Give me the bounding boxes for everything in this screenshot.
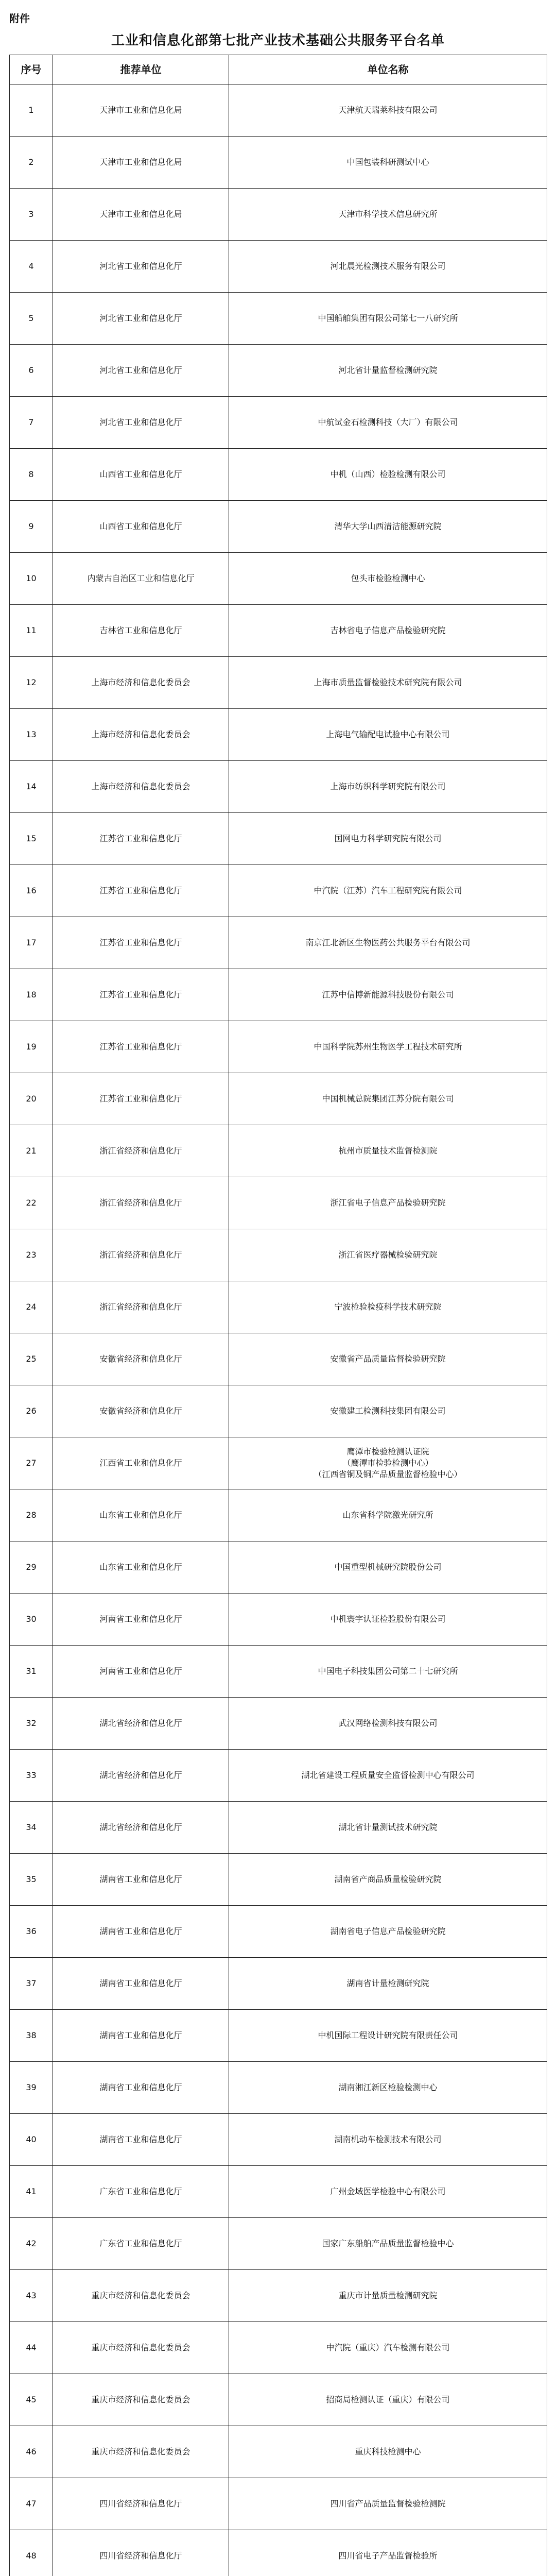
row-index: 14 xyxy=(10,761,53,813)
table-row xyxy=(10,137,547,189)
row-recommender: 浙江省经济和信息化厅 xyxy=(53,1177,229,1229)
row-index: 29 xyxy=(10,1541,53,1594)
row-recommender: 湖南省工业和信息化厅 xyxy=(53,2062,229,2114)
table-row xyxy=(10,1802,547,1854)
attachment-label: 附件 xyxy=(9,12,30,25)
row-index: 23 xyxy=(10,1229,53,1281)
table-row xyxy=(10,1698,547,1750)
row-index: 36 xyxy=(10,1906,53,1958)
row-index: 31 xyxy=(10,1646,53,1698)
table-row xyxy=(10,709,547,761)
row-unit-name: 中国包装科研测试中心 xyxy=(229,137,547,189)
row-recommender: 河北省工业和信息化厅 xyxy=(53,241,229,293)
row-recommender: 江苏省工业和信息化厅 xyxy=(53,865,229,917)
row-unit-name: 安徽省产品质量监督检验研究院 xyxy=(229,1333,547,1385)
table-row xyxy=(10,2010,547,2062)
column-header-index: 序号 xyxy=(10,55,53,84)
row-index: 10 xyxy=(10,553,53,605)
row-recommender: 上海市经济和信息化委员会 xyxy=(53,709,229,761)
row-unit-name: 四川省电子产品监督检验所 xyxy=(229,2530,547,2576)
table-row xyxy=(10,553,547,605)
row-recommender: 江苏省工业和信息化厅 xyxy=(53,1021,229,1073)
row-recommender: 重庆市经济和信息化委员会 xyxy=(53,2322,229,2374)
row-index: 9 xyxy=(10,501,53,553)
table-row xyxy=(10,1489,547,1541)
row-index: 17 xyxy=(10,917,53,969)
row-unit-name: 天津市科学技术信息研究所 xyxy=(229,189,547,241)
table-row xyxy=(10,2374,547,2426)
row-unit-name: 湖南机动车检测技术有限公司 xyxy=(229,2114,547,2166)
row-recommender: 河北省工业和信息化厅 xyxy=(53,397,229,449)
row-index: 27 xyxy=(10,1437,53,1489)
table-header-row xyxy=(10,55,547,84)
row-recommender: 浙江省经济和信息化厅 xyxy=(53,1281,229,1333)
row-unit-name: 上海市质量监督检验技术研究院有限公司 xyxy=(229,657,547,709)
row-recommender: 湖南省工业和信息化厅 xyxy=(53,2010,229,2062)
row-index: 34 xyxy=(10,1802,53,1854)
row-unit-name: 中机国际工程设计研究院有限责任公司 xyxy=(229,2010,547,2062)
row-recommender: 安徽省经济和信息化厅 xyxy=(53,1385,229,1437)
row-unit-name: 中国重型机械研究院股份公司 xyxy=(229,1541,547,1594)
row-index: 7 xyxy=(10,397,53,449)
row-index: 39 xyxy=(10,2062,53,2114)
table-row xyxy=(10,2322,547,2374)
row-index: 4 xyxy=(10,241,53,293)
row-recommender: 河北省工业和信息化厅 xyxy=(53,293,229,345)
row-unit-name: 中航试金石检测科技（大厂）有限公司 xyxy=(229,397,547,449)
row-unit-name: 中汽院（重庆）汽车检测有限公司 xyxy=(229,2322,547,2374)
row-index: 8 xyxy=(10,449,53,501)
row-recommender: 浙江省经济和信息化厅 xyxy=(53,1125,229,1177)
row-unit-name: 宁波检验检疫科学技术研究院 xyxy=(229,1281,547,1333)
row-recommender: 湖南省工业和信息化厅 xyxy=(53,1906,229,1958)
row-recommender: 河南省工业和信息化厅 xyxy=(53,1646,229,1698)
row-unit-name: 湖南湘江新区检验检测中心 xyxy=(229,2062,547,2114)
row-recommender: 湖北省经济和信息化厅 xyxy=(53,1750,229,1802)
table-row xyxy=(10,2478,547,2530)
table-row xyxy=(10,657,547,709)
row-index: 45 xyxy=(10,2374,53,2426)
row-unit-name: 湖南省产商品质量检验研究院 xyxy=(229,1854,547,1906)
row-recommender: 重庆市经济和信息化委员会 xyxy=(53,2270,229,2322)
table-row xyxy=(10,189,547,241)
table-row xyxy=(10,1229,547,1281)
row-recommender: 山西省工业和信息化厅 xyxy=(53,501,229,553)
row-unit-name: 河北省计量监督检测研究院 xyxy=(229,345,547,397)
table-row xyxy=(10,813,547,865)
row-unit-name: 中国科学院苏州生物医学工程技术研究所 xyxy=(229,1021,547,1073)
row-unit-name: 上海市纺织科学研究院有限公司 xyxy=(229,761,547,813)
table-row xyxy=(10,1073,547,1125)
row-index: 30 xyxy=(10,1594,53,1646)
row-recommender: 江苏省工业和信息化厅 xyxy=(53,969,229,1021)
row-recommender: 江苏省工业和信息化厅 xyxy=(53,1073,229,1125)
row-recommender: 天津市工业和信息化局 xyxy=(53,84,229,137)
row-index: 21 xyxy=(10,1125,53,1177)
row-unit-name: 重庆市计量质量检测研究院 xyxy=(229,2270,547,2322)
table-row xyxy=(10,1646,547,1698)
row-recommender: 吉林省工业和信息化厅 xyxy=(53,605,229,657)
table-row xyxy=(10,2270,547,2322)
table-row xyxy=(10,1437,547,1489)
row-unit-name: 清华大学山西清洁能源研究院 xyxy=(229,501,547,553)
row-index: 20 xyxy=(10,1073,53,1125)
row-unit-name: 杭州市质量技术监督检测院 xyxy=(229,1125,547,1177)
row-index: 37 xyxy=(10,1958,53,2010)
row-index: 26 xyxy=(10,1385,53,1437)
table-row xyxy=(10,397,547,449)
table-row xyxy=(10,1594,547,1646)
document-title: 工业和信息化部第七批产业技术基础公共服务平台名单 xyxy=(111,33,445,48)
row-unit-name: 湖南省电子信息产品检验研究院 xyxy=(229,1906,547,1958)
row-index: 24 xyxy=(10,1281,53,1333)
row-recommender: 湖北省经济和信息化厅 xyxy=(53,1698,229,1750)
row-index: 46 xyxy=(10,2426,53,2478)
table-row xyxy=(10,293,547,345)
table-body xyxy=(10,84,547,2576)
row-index: 13 xyxy=(10,709,53,761)
row-unit-name: 浙江省医疗器械检验研究院 xyxy=(229,1229,547,1281)
table-row xyxy=(10,969,547,1021)
table-row xyxy=(10,2114,547,2166)
row-recommender: 天津市工业和信息化局 xyxy=(53,137,229,189)
row-recommender: 浙江省经济和信息化厅 xyxy=(53,1229,229,1281)
table-row xyxy=(10,917,547,969)
row-unit-name: 重庆科技检测中心 xyxy=(229,2426,547,2478)
row-index: 38 xyxy=(10,2010,53,2062)
row-index: 1 xyxy=(10,84,53,137)
row-index: 43 xyxy=(10,2270,53,2322)
row-recommender: 河北省工业和信息化厅 xyxy=(53,345,229,397)
table-row xyxy=(10,1541,547,1594)
row-unit-name: 湖北省计量测试技术研究院 xyxy=(229,1802,547,1854)
table-row xyxy=(10,1385,547,1437)
row-recommender: 湖北省经济和信息化厅 xyxy=(53,1802,229,1854)
table-row xyxy=(10,1958,547,2010)
table-row xyxy=(10,1750,547,1802)
row-recommender: 江苏省工业和信息化厅 xyxy=(53,917,229,969)
row-recommender: 安徽省经济和信息化厅 xyxy=(53,1333,229,1385)
table-row xyxy=(10,2426,547,2478)
row-index: 41 xyxy=(10,2166,53,2218)
row-unit-name: 江苏中信博新能源科技股份有限公司 xyxy=(229,969,547,1021)
row-unit-name: 河北晨光检测技术服务有限公司 xyxy=(229,241,547,293)
row-recommender: 广东省工业和信息化厅 xyxy=(53,2218,229,2270)
row-unit-name: 湖北省建设工程质量安全监督检测中心有限公司 xyxy=(229,1750,547,1802)
row-index: 16 xyxy=(10,865,53,917)
row-index: 22 xyxy=(10,1177,53,1229)
row-recommender: 江西省工业和信息化厅 xyxy=(53,1437,229,1489)
row-index: 5 xyxy=(10,293,53,345)
row-unit-name: 四川省产品质量监督检验检测院 xyxy=(229,2478,547,2530)
row-recommender: 湖南省工业和信息化厅 xyxy=(53,1854,229,1906)
row-unit-name: 天津航天瑞莱科技有限公司 xyxy=(229,84,547,137)
row-index: 3 xyxy=(10,189,53,241)
row-unit-name: 浙江省电子信息产品检验研究院 xyxy=(229,1177,547,1229)
row-index: 35 xyxy=(10,1854,53,1906)
table-row xyxy=(10,605,547,657)
table-row xyxy=(10,761,547,813)
row-unit-name: 中机寰宇认证检验股份有限公司 xyxy=(229,1594,547,1646)
row-unit-name: 中汽院（江苏）汽车工程研究院有限公司 xyxy=(229,865,547,917)
row-unit-name: 国网电力科学研究院有限公司 xyxy=(229,813,547,865)
table-row xyxy=(10,2218,547,2270)
row-index: 25 xyxy=(10,1333,53,1385)
row-unit-name: 上海电气输配电试验中心有限公司 xyxy=(229,709,547,761)
row-unit-name: 吉林省电子信息产品检验研究院 xyxy=(229,605,547,657)
row-unit-name: 包头市检验检测中心 xyxy=(229,553,547,605)
row-recommender: 山东省工业和信息化厅 xyxy=(53,1489,229,1541)
row-index: 32 xyxy=(10,1698,53,1750)
row-unit-name: 山东省科学院激光研究所 xyxy=(229,1489,547,1541)
row-index: 18 xyxy=(10,969,53,1021)
row-index: 19 xyxy=(10,1021,53,1073)
table-row xyxy=(10,1906,547,1958)
row-index: 44 xyxy=(10,2322,53,2374)
row-recommender: 河南省工业和信息化厅 xyxy=(53,1594,229,1646)
table-row xyxy=(10,1854,547,1906)
row-unit-name: 中机（山西）检验检测有限公司 xyxy=(229,449,547,501)
table-row xyxy=(10,449,547,501)
row-unit-name: 南京江北新区生物医药公共服务平台有限公司 xyxy=(229,917,547,969)
row-index: 2 xyxy=(10,137,53,189)
row-recommender: 四川省经济和信息化厅 xyxy=(53,2478,229,2530)
row-unit-name: 武汉网络检测科技有限公司 xyxy=(229,1698,547,1750)
row-recommender: 山东省工业和信息化厅 xyxy=(53,1541,229,1594)
row-unit-name: 招商局检测认证（重庆）有限公司 xyxy=(229,2374,547,2426)
row-index: 40 xyxy=(10,2114,53,2166)
row-unit-name: 国家广东船舶产品质量监督检验中心 xyxy=(229,2218,547,2270)
row-unit-name: 中国电子科技集团公司第二十七研究所 xyxy=(229,1646,547,1698)
row-index: 15 xyxy=(10,813,53,865)
table-row xyxy=(10,84,547,137)
row-unit-name: 广州金域医学检验中心有限公司 xyxy=(229,2166,547,2218)
row-index: 11 xyxy=(10,605,53,657)
row-recommender: 内蒙古自治区工业和信息化厅 xyxy=(53,553,229,605)
table-row xyxy=(10,865,547,917)
row-unit-name: 鹰潭市检验检测认证院 （鹰潭市检验检测中心） （江西省铜及铜产品质量监督检验中心） xyxy=(229,1437,547,1489)
table-row xyxy=(10,1333,547,1385)
row-recommender: 重庆市经济和信息化委员会 xyxy=(53,2426,229,2478)
column-header-unit-name: 单位名称 xyxy=(229,55,547,84)
row-recommender: 广东省工业和信息化厅 xyxy=(53,2166,229,2218)
table-row xyxy=(10,1177,547,1229)
row-recommender: 重庆市经济和信息化委员会 xyxy=(53,2374,229,2426)
table-row xyxy=(10,1281,547,1333)
platform-list-table xyxy=(9,55,547,2576)
row-recommender: 上海市经济和信息化委员会 xyxy=(53,761,229,813)
row-unit-name: 中国机械总院集团江苏分院有限公司 xyxy=(229,1073,547,1125)
row-unit-name: 湖南省计量检测研究院 xyxy=(229,1958,547,2010)
row-index: 33 xyxy=(10,1750,53,1802)
table-row xyxy=(10,2062,547,2114)
row-index: 12 xyxy=(10,657,53,709)
row-recommender: 四川省经济和信息化厅 xyxy=(53,2530,229,2576)
row-index: 47 xyxy=(10,2478,53,2530)
row-recommender: 山西省工业和信息化厅 xyxy=(53,449,229,501)
row-recommender: 湖南省工业和信息化厅 xyxy=(53,2114,229,2166)
column-header-recommender: 推荐单位 xyxy=(53,55,229,84)
row-unit-name: 中国船舶集团有限公司第七一八研究所 xyxy=(229,293,547,345)
table-row xyxy=(10,2166,547,2218)
row-index: 28 xyxy=(10,1489,53,1541)
row-recommender: 上海市经济和信息化委员会 xyxy=(53,657,229,709)
row-recommender: 江苏省工业和信息化厅 xyxy=(53,813,229,865)
table-row xyxy=(10,1021,547,1073)
table-row xyxy=(10,501,547,553)
row-index: 42 xyxy=(10,2218,53,2270)
row-recommender: 湖南省工业和信息化厅 xyxy=(53,1958,229,2010)
table-row xyxy=(10,241,547,293)
row-index: 6 xyxy=(10,345,53,397)
table-row xyxy=(10,345,547,397)
row-index: 48 xyxy=(10,2530,53,2576)
table-row xyxy=(10,1125,547,1177)
row-unit-name: 安徽建工检测科技集团有限公司 xyxy=(229,1385,547,1437)
table-row xyxy=(10,2530,547,2576)
row-recommender: 天津市工业和信息化局 xyxy=(53,189,229,241)
